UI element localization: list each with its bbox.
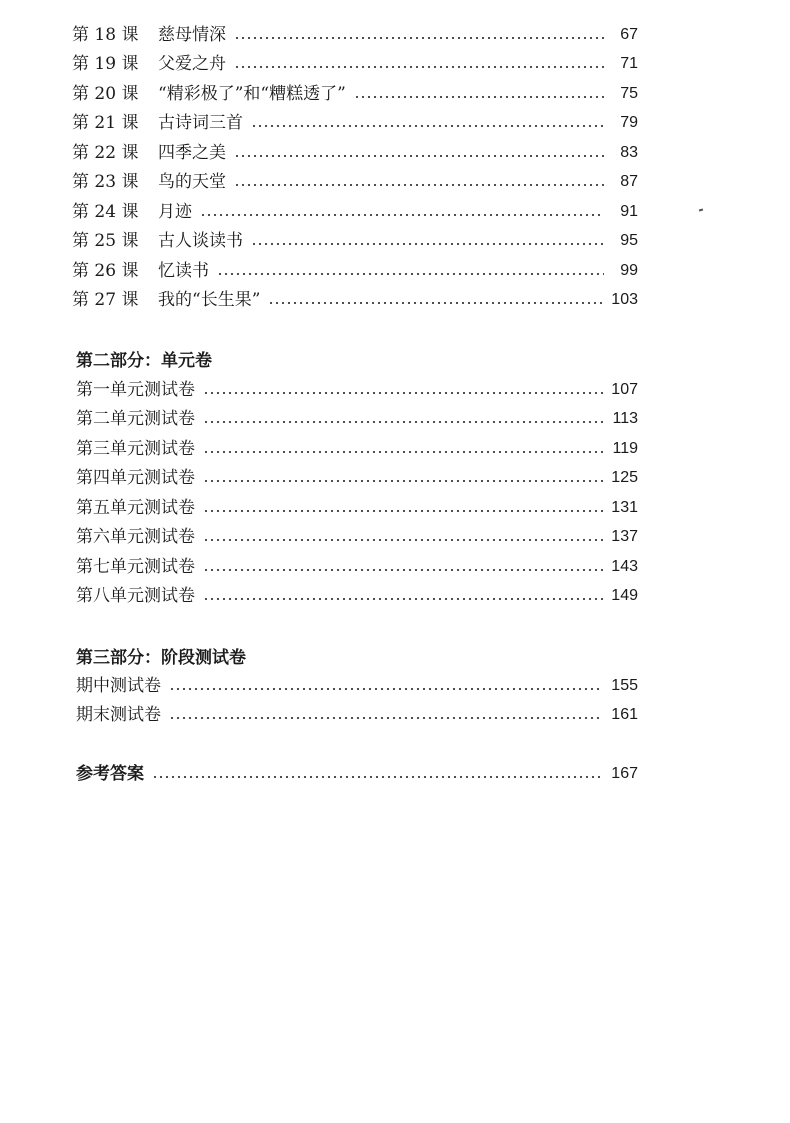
lesson-title: “精彩极了”和“糟糕透了” xyxy=(158,84,346,104)
page-number: 137 xyxy=(611,528,638,545)
toc-lesson-19[interactable] xyxy=(72,51,638,77)
page-number: 125 xyxy=(611,469,638,486)
lesson-number: 第 23 课 xyxy=(72,172,139,192)
lesson-title: 古诗词三首 xyxy=(158,113,243,133)
lesson-title: 鸟的天堂 xyxy=(158,172,226,192)
page-number: 99 xyxy=(620,262,638,279)
dot-leader xyxy=(200,214,604,216)
page-number: 149 xyxy=(611,587,638,604)
lesson-number: 第 20 课 xyxy=(72,84,139,104)
dot-leader xyxy=(203,569,603,571)
entry-title: 参考答案 xyxy=(76,764,144,784)
page-number: 83 xyxy=(620,144,638,161)
dot-leader xyxy=(203,598,603,600)
toc-unit-test-8[interactable] xyxy=(76,583,638,609)
lesson-number: 第 18 课 xyxy=(72,25,139,45)
dot-leader xyxy=(203,510,603,512)
page-number: 155 xyxy=(611,677,638,694)
toc-lesson-27[interactable] xyxy=(72,287,638,313)
entry-title: 第八单元测试卷 xyxy=(76,586,195,606)
dot-leader xyxy=(203,392,603,394)
page-number: 113 xyxy=(612,410,638,427)
dot-leader xyxy=(203,451,604,453)
section-heading-part2: 第二部分：单元卷 xyxy=(76,351,212,371)
toc-lesson-23[interactable] xyxy=(72,169,638,195)
dot-leader xyxy=(217,273,604,275)
lesson-number: 第 26 课 xyxy=(72,261,139,281)
page-number: 87 xyxy=(620,173,638,190)
entry-title: 第三单元测试卷 xyxy=(76,439,195,459)
scan-speck xyxy=(699,209,703,212)
entry-title: 第二单元测试卷 xyxy=(76,409,195,429)
entry-title: 期中测试卷 xyxy=(76,676,161,696)
entry-title: 第六单元测试卷 xyxy=(76,527,195,547)
dot-leader xyxy=(234,155,604,157)
entry-title: 第四单元测试卷 xyxy=(76,468,195,488)
lesson-number: 第 27 课 xyxy=(72,290,139,310)
page-number: 75 xyxy=(620,85,638,102)
page-number: 103 xyxy=(611,291,638,308)
lesson-title: 我的“长生果” xyxy=(158,290,261,310)
page-number: 91 xyxy=(620,203,638,220)
page-number: 95 xyxy=(620,232,638,249)
dot-leader xyxy=(234,66,604,68)
dot-leader xyxy=(268,302,603,304)
toc-unit-test-5[interactable] xyxy=(76,495,638,521)
dot-leader xyxy=(234,37,604,39)
page-number: 107 xyxy=(611,381,638,398)
toc-lesson-24[interactable] xyxy=(72,199,638,225)
lesson-number: 第 25 课 xyxy=(72,231,139,251)
lesson-number: 第 19 课 xyxy=(72,54,139,74)
lesson-number: 第 24 课 xyxy=(72,202,139,222)
lesson-title: 古人谈读书 xyxy=(158,231,243,251)
dot-leader xyxy=(169,688,603,690)
dot-leader xyxy=(354,96,604,98)
page-number: 131 xyxy=(611,499,638,516)
dot-leader xyxy=(203,480,603,482)
lesson-title: 父爱之舟 xyxy=(158,54,226,74)
lesson-title: 四季之美 xyxy=(158,143,226,163)
dot-leader xyxy=(203,539,603,541)
toc-lesson-26[interactable] xyxy=(72,258,638,284)
section-heading-part3: 第三部分：阶段测试卷 xyxy=(76,648,246,668)
toc-final-test[interactable] xyxy=(76,702,638,728)
toc-lesson-21[interactable] xyxy=(72,110,638,136)
toc-midterm-test[interactable] xyxy=(76,673,638,699)
dot-leader xyxy=(251,125,604,127)
page-number: 67 xyxy=(620,26,638,43)
page-number: 71 xyxy=(620,55,638,72)
lesson-number: 第 21 课 xyxy=(72,113,139,133)
dot-leader xyxy=(234,184,604,186)
toc-unit-test-1[interactable] xyxy=(76,377,638,403)
entry-title: 期末测试卷 xyxy=(76,705,161,725)
entry-title: 第七单元测试卷 xyxy=(76,557,195,577)
toc-lesson-25[interactable] xyxy=(72,228,638,254)
lesson-number: 第 22 课 xyxy=(72,143,139,163)
toc-unit-test-2[interactable] xyxy=(76,406,638,432)
page-number: 119 xyxy=(612,440,638,457)
entry-title: 第五单元测试卷 xyxy=(76,498,195,518)
toc-unit-test-4[interactable] xyxy=(76,465,638,491)
toc-lesson-22[interactable] xyxy=(72,140,638,166)
page-number: 167 xyxy=(611,765,638,782)
page-number: 143 xyxy=(611,558,638,575)
toc-lesson-20[interactable] xyxy=(72,81,638,107)
dot-leader xyxy=(169,717,603,719)
toc-unit-test-7[interactable] xyxy=(76,554,638,580)
lesson-title: 忆读书 xyxy=(158,261,209,281)
toc-unit-test-3[interactable] xyxy=(76,436,638,462)
toc-answer-key[interactable] xyxy=(76,761,638,787)
page-number: 161 xyxy=(611,706,638,723)
lesson-title: 慈母情深 xyxy=(158,25,226,45)
lesson-title: 月迹 xyxy=(158,202,192,222)
entry-title: 第一单元测试卷 xyxy=(76,380,195,400)
page-number: 79 xyxy=(620,114,638,131)
toc-lesson-18[interactable] xyxy=(72,22,638,48)
toc-unit-test-6[interactable] xyxy=(76,524,638,550)
dot-leader xyxy=(251,243,604,245)
dot-leader xyxy=(203,421,604,423)
dot-leader xyxy=(152,776,603,778)
